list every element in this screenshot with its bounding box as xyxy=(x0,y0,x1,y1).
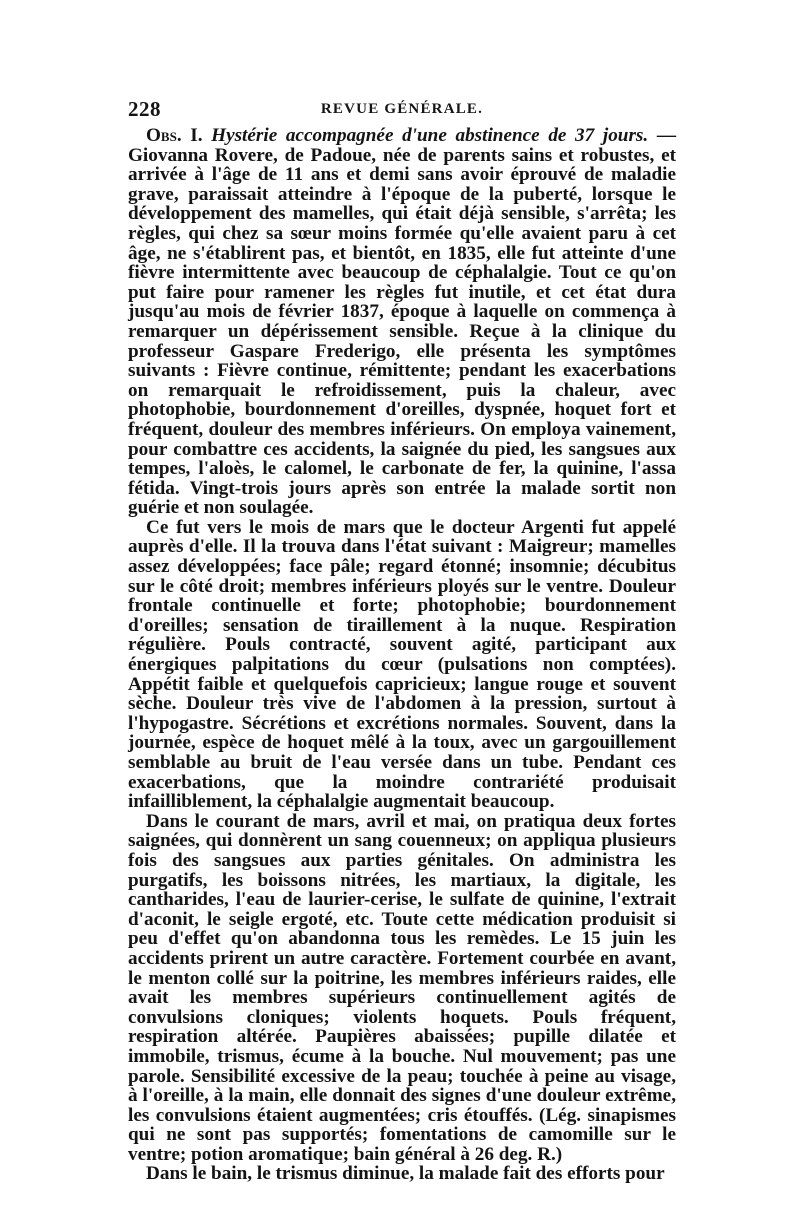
page-header xyxy=(128,97,676,123)
observation-title: Hystérie accompagnée d'une abstinence de 37 jours. xyxy=(211,125,649,146)
body-text xyxy=(128,126,676,1184)
observation-paragraph-2: Ce fut vers le mois de mars que le docteur Argenti fut appelé auprès d'elle. Il la trouva dans l'état suivant : Maigreur; mamelles assez développées; face pâle; regard étonné; insomnie; décubitus sur le côté droit; membres inférieurs ployés sur le ventre. Douleur frontale continuelle et forte; photophobie; bourdonnement d'oreilles; sensation de tiraillement à la nuque. Respiration régulière. Pouls contracté, souvent agité, participant aux énergiques palpitations du cœur (pulsations non comptées). Appétit faible et quelquefois capricieux; langue rouge et souvent sèche. Douleur très vive de l'abdomen à la pression, surtout à l'hypogastre. Sécrétions et excrétions normales. Souvent, dans la journée, espèce de hoquet mêlé à la toux, avec un gargouillement semblable au bruit de l'eau versée dans un tube. Pendant ces exacerbations, que la moindre contrariété produisait infailliblement, la céphalalgie augmentait beaucoup. xyxy=(128,516,676,813)
observation-label: Obs. I. xyxy=(146,125,203,146)
page-number: 228 xyxy=(128,97,161,121)
running-head: REVUE GÉNÉRALE. xyxy=(320,101,484,117)
observation-paragraph-3: Dans le courant de mars, avril et mai, on pratiqua deux fortes saignées, qui donnèrent un sang couenneux; on appliqua plusieurs fois des sangsues aux parties génitales. On administra les purgatifs, les boissons nitrées, les martiaux, la digitale, les cantharides, l'eau de laurier-cerise, le sulfate de quinine, l'extrait d'aconit, le seigle ergoté, etc. Toute cette médication produisit si peu d'effet qu'on abandonna tous les remèdes. Le 15 juin les accidents prirent un autre caractère. Fortement courbée en avant, le menton collé sur la poitrine, les membres inférieurs raides, elle avait les membres supérieurs continuellement agités de convulsions cloniques; violents hoquets. Pouls fréquent, respiration altérée. Paupières abaissées; pupille dilatée et immobile, trismus, écume à la bouche. Nul mouvement; pas une parole. Sensibilité excessive de la peau; touchée à peine au visage, à l'oreille, à la main, elle donnait des signes d'une douleur extrême, les convulsions étaient augmentées; cris étouffés. (Lég. sinapismes qui ne sont pas supportés; fomentations de camomille sur le ventre; potion aromatique; bain général à 26 deg. R.) xyxy=(128,810,676,1165)
observation-paragraph-4: Dans le bain, le trismus diminue, la malade fait des efforts pour xyxy=(146,1163,665,1185)
paragraph-text: —Giovanna Rovere, de Padoue, née de parents sains et robustes, et arrivée à l'âge de 11 ans et demi sans avoir éprouvé de maladie grave, paraissait atteindre à l'époque de la puberté, lorsque le développement des mamelles, qui était déjà sensible, s'arrêta; les règles, qui chez sa sœur moins formée qu'elle avaient paru à cet âge, ne s'établirent pas, et bientôt, en 1835, elle fut atteinte d'une fièvre intermittente avec beaucoup de céphalalgie. Tout ce qu'on put faire pour ramener les règles fut inutile, et cet état dura jusqu'au mois de février 1837, époque à laquelle on commença à remarquer un dépérissement sensible. Reçue à la clinique du professeur Gaspare Frederigo, elle présenta les symptômes suivants : Fièvre continue, rémittente; pendant les exacerbations on remarquait le refroidissement, puis la chaleur, avec photophobie, bourdonnement d'oreilles, dyspnée, hoquet fort et fréquent, douleur des membres inférieurs. On employa vainement, pour combattre ces accidents, la saignée du pied, les sangsues aux tempes, l'aloès, le calomel, le carbonate de fer, la quinine, l'assa fétida. Vingt-trois jours après son entrée la malade sortit non guérie et non soulagée. xyxy=(128,125,676,519)
observation-paragraph-1 xyxy=(128,126,676,518)
